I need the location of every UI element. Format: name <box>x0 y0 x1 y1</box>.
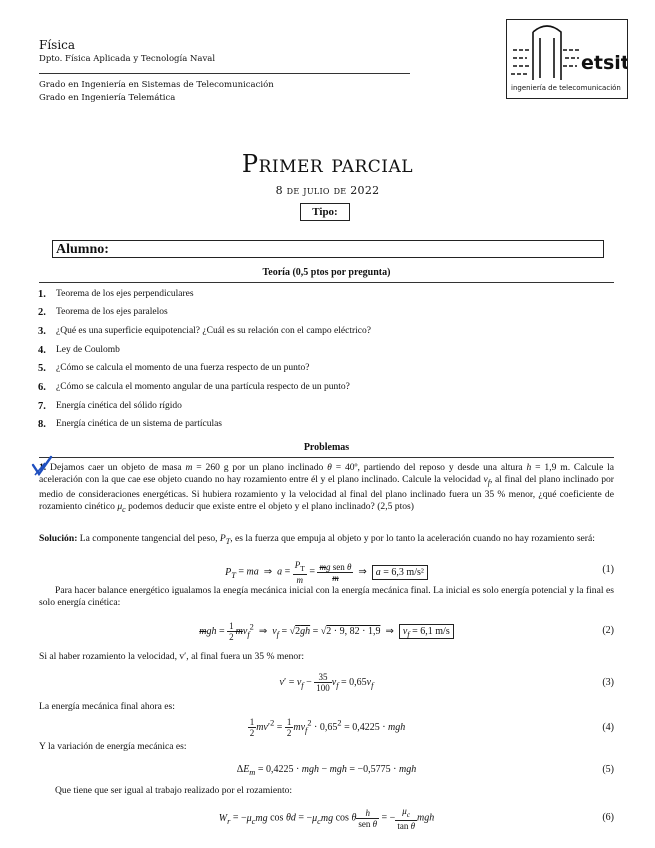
solution-intro: Solución: La componente tangencial del peso, $P_T$, es la fuerza que empuja al objeto y por lo tanto la aceleración cuando no hay rozamiento será: <box>39 533 595 546</box>
equation-1-expression: $P_T$ = ma ⇒ a = $\frac{P_T}{m}$ = $\frac{\text{mg sen θ}}{m}$ ⇒ a = 6,3 m/s² <box>39 560 614 585</box>
question-text: Energía cinética de un sistema de partículas <box>56 419 223 429</box>
friction-intro-text: Si al haber rozamiento la velocidad, v′, al final fuera un 35 % menor: <box>39 651 305 662</box>
solution-label: Solución: <box>39 533 78 544</box>
equation-6-expression: $W_r = -\mu_cmg$ $\cos \theta d = -\mu_cmg$ cos θ $\frac{h}{\text{sen θ}}$ = − $\frac{\mu_c}{\text{tan θ}}$ mgh <box>218 806 435 831</box>
question-number: 1. <box>38 289 46 300</box>
etsit-logo-graphic <box>507 20 627 98</box>
equation-1 <box>39 556 614 585</box>
equation-tag: (5) <box>602 764 614 775</box>
question-text: ¿Cómo se calcula el momento de una fuerza respecto de un punto? <box>56 363 310 373</box>
logo-subtext: ingeniería de telecomunicación <box>511 84 621 92</box>
energy-variation-text: Y la variación de energía mecánica es: <box>39 741 187 752</box>
final-energy-text: La energía mecánica final ahora es: <box>39 701 175 712</box>
equation-5-expression: $\Delta E_m = 0,4225$ · mgh − mgh = −0,5775 · mgh <box>236 764 417 777</box>
question-text: Teorema de los ejes perpendiculares <box>56 289 194 299</box>
degree-line-1: Grado en Ingeniería en Sistemas de Telecomunicación <box>39 80 274 90</box>
equation-4-expression: $\frac{1}{2}$ $mv'^2$ = $\frac{1}{2}$ $mv_f^2 \cdot 0,65^2 = 0,4225$ · mgh <box>249 717 406 738</box>
etsit-logo <box>506 19 628 99</box>
question-number: 6. <box>38 382 46 393</box>
question-text: Teorema de los ejes paralelos <box>56 307 168 317</box>
equation-3 <box>39 668 614 694</box>
theory-question <box>38 345 120 356</box>
question-number: 4. <box>38 345 46 356</box>
question-number: 2. <box>38 307 46 318</box>
question-number: 3. <box>38 326 46 337</box>
theory-question <box>38 363 310 374</box>
question-text: Ley de Coulomb <box>56 345 120 355</box>
theory-question <box>38 419 222 430</box>
subject-title: Física <box>39 38 76 52</box>
question-text: ¿Cómo se calcula el momento angular de una partícula respecto de un punto? <box>56 382 350 392</box>
exam-date: 8 de julio de 2022 <box>275 184 380 197</box>
question-number: 7. <box>38 401 46 412</box>
friction-work-text: Que tiene que ser igual al trabajo realizado por el rozamiento: <box>55 785 293 796</box>
equation-6 <box>39 802 614 830</box>
theory-section-title: Teoría (0,5 ptos por pregunta) <box>262 267 391 278</box>
question-number: 5. <box>38 363 46 374</box>
question-text: Energía cinética del sólido rígido <box>56 401 182 411</box>
question-text: ¿Qué es una superficie equipotencial? ¿Cuál es su relación con el campo eléctrico? <box>56 326 371 336</box>
theory-question <box>38 401 182 412</box>
theory-divider <box>39 282 614 283</box>
exam-title: Primer parcial <box>241 150 414 178</box>
theory-question <box>38 307 168 318</box>
problems-divider <box>39 457 614 458</box>
equation-2-expression: mgh = $\frac{1}{2}$ $mv_f^2$ ⇒ $v_f = √2gh = √2 \cdot 9$, 82 · 1,9 ⇒ $v_f = 6,1$ m/s <box>39 621 614 642</box>
equation-tag: (3) <box>602 677 614 688</box>
question-number: 8. <box>38 419 46 430</box>
checkmark-icon <box>31 455 53 479</box>
degree-line-2: Grado en Ingeniería Telemática <box>39 93 176 103</box>
alumno-field[interactable]: Alumno: <box>52 240 604 258</box>
equation-2 <box>39 617 614 643</box>
department-name: Dpto. Física Aplicada y Tecnología Naval <box>39 54 216 64</box>
problem-number: 1. <box>39 462 47 473</box>
equation-tag: (4) <box>602 722 614 733</box>
tipo-box: Tipo: <box>300 203 350 221</box>
theory-question <box>38 289 194 300</box>
equation-tag: (6) <box>602 812 614 823</box>
theory-question <box>38 326 371 337</box>
equation-4 <box>39 713 614 739</box>
energy-balance-text: Para hacer balance energético igualamos la enegía mecánica inicial con la energía mecánica final. La inicial es solo energía potencial y la final es solo energía cinética: <box>39 585 614 609</box>
equation-3-expression: $v' = v_f$ − $\frac{35}{100}$ $v_f = 0,65v_f$ <box>279 672 374 693</box>
equation-tag: (1) <box>602 564 614 575</box>
theory-question <box>38 382 350 393</box>
equation-5 <box>39 760 614 780</box>
equation-tag: (2) <box>602 625 614 636</box>
problem-1-statement: 1. Dejamos caer un objeto de masa m = 260 g por un plano inclinado θ = 40º, partiendo del reposo y desde una altura h = 1,9 m. Calcule la aceleración con la que cae ese objeto cuando no hay rozamiento entre él y el plano inclinado. Calcule la velocidad $v_f$, al final del plano inclinado por medio de consideraciones energéticas. Si hubiera rozamiento y la velocidad al final del plano inclinado fuera un 35 % menor, ¿qué coeficiente de rozamiento cinético $\mu_c$ podemos deducir que existe entre el objeto y el plano inclinado? (2,5 ptos) <box>39 462 614 515</box>
problems-section-title: Problemas <box>303 442 350 453</box>
logo-wordmark: etsit <box>581 52 627 74</box>
header-divider <box>39 73 410 74</box>
